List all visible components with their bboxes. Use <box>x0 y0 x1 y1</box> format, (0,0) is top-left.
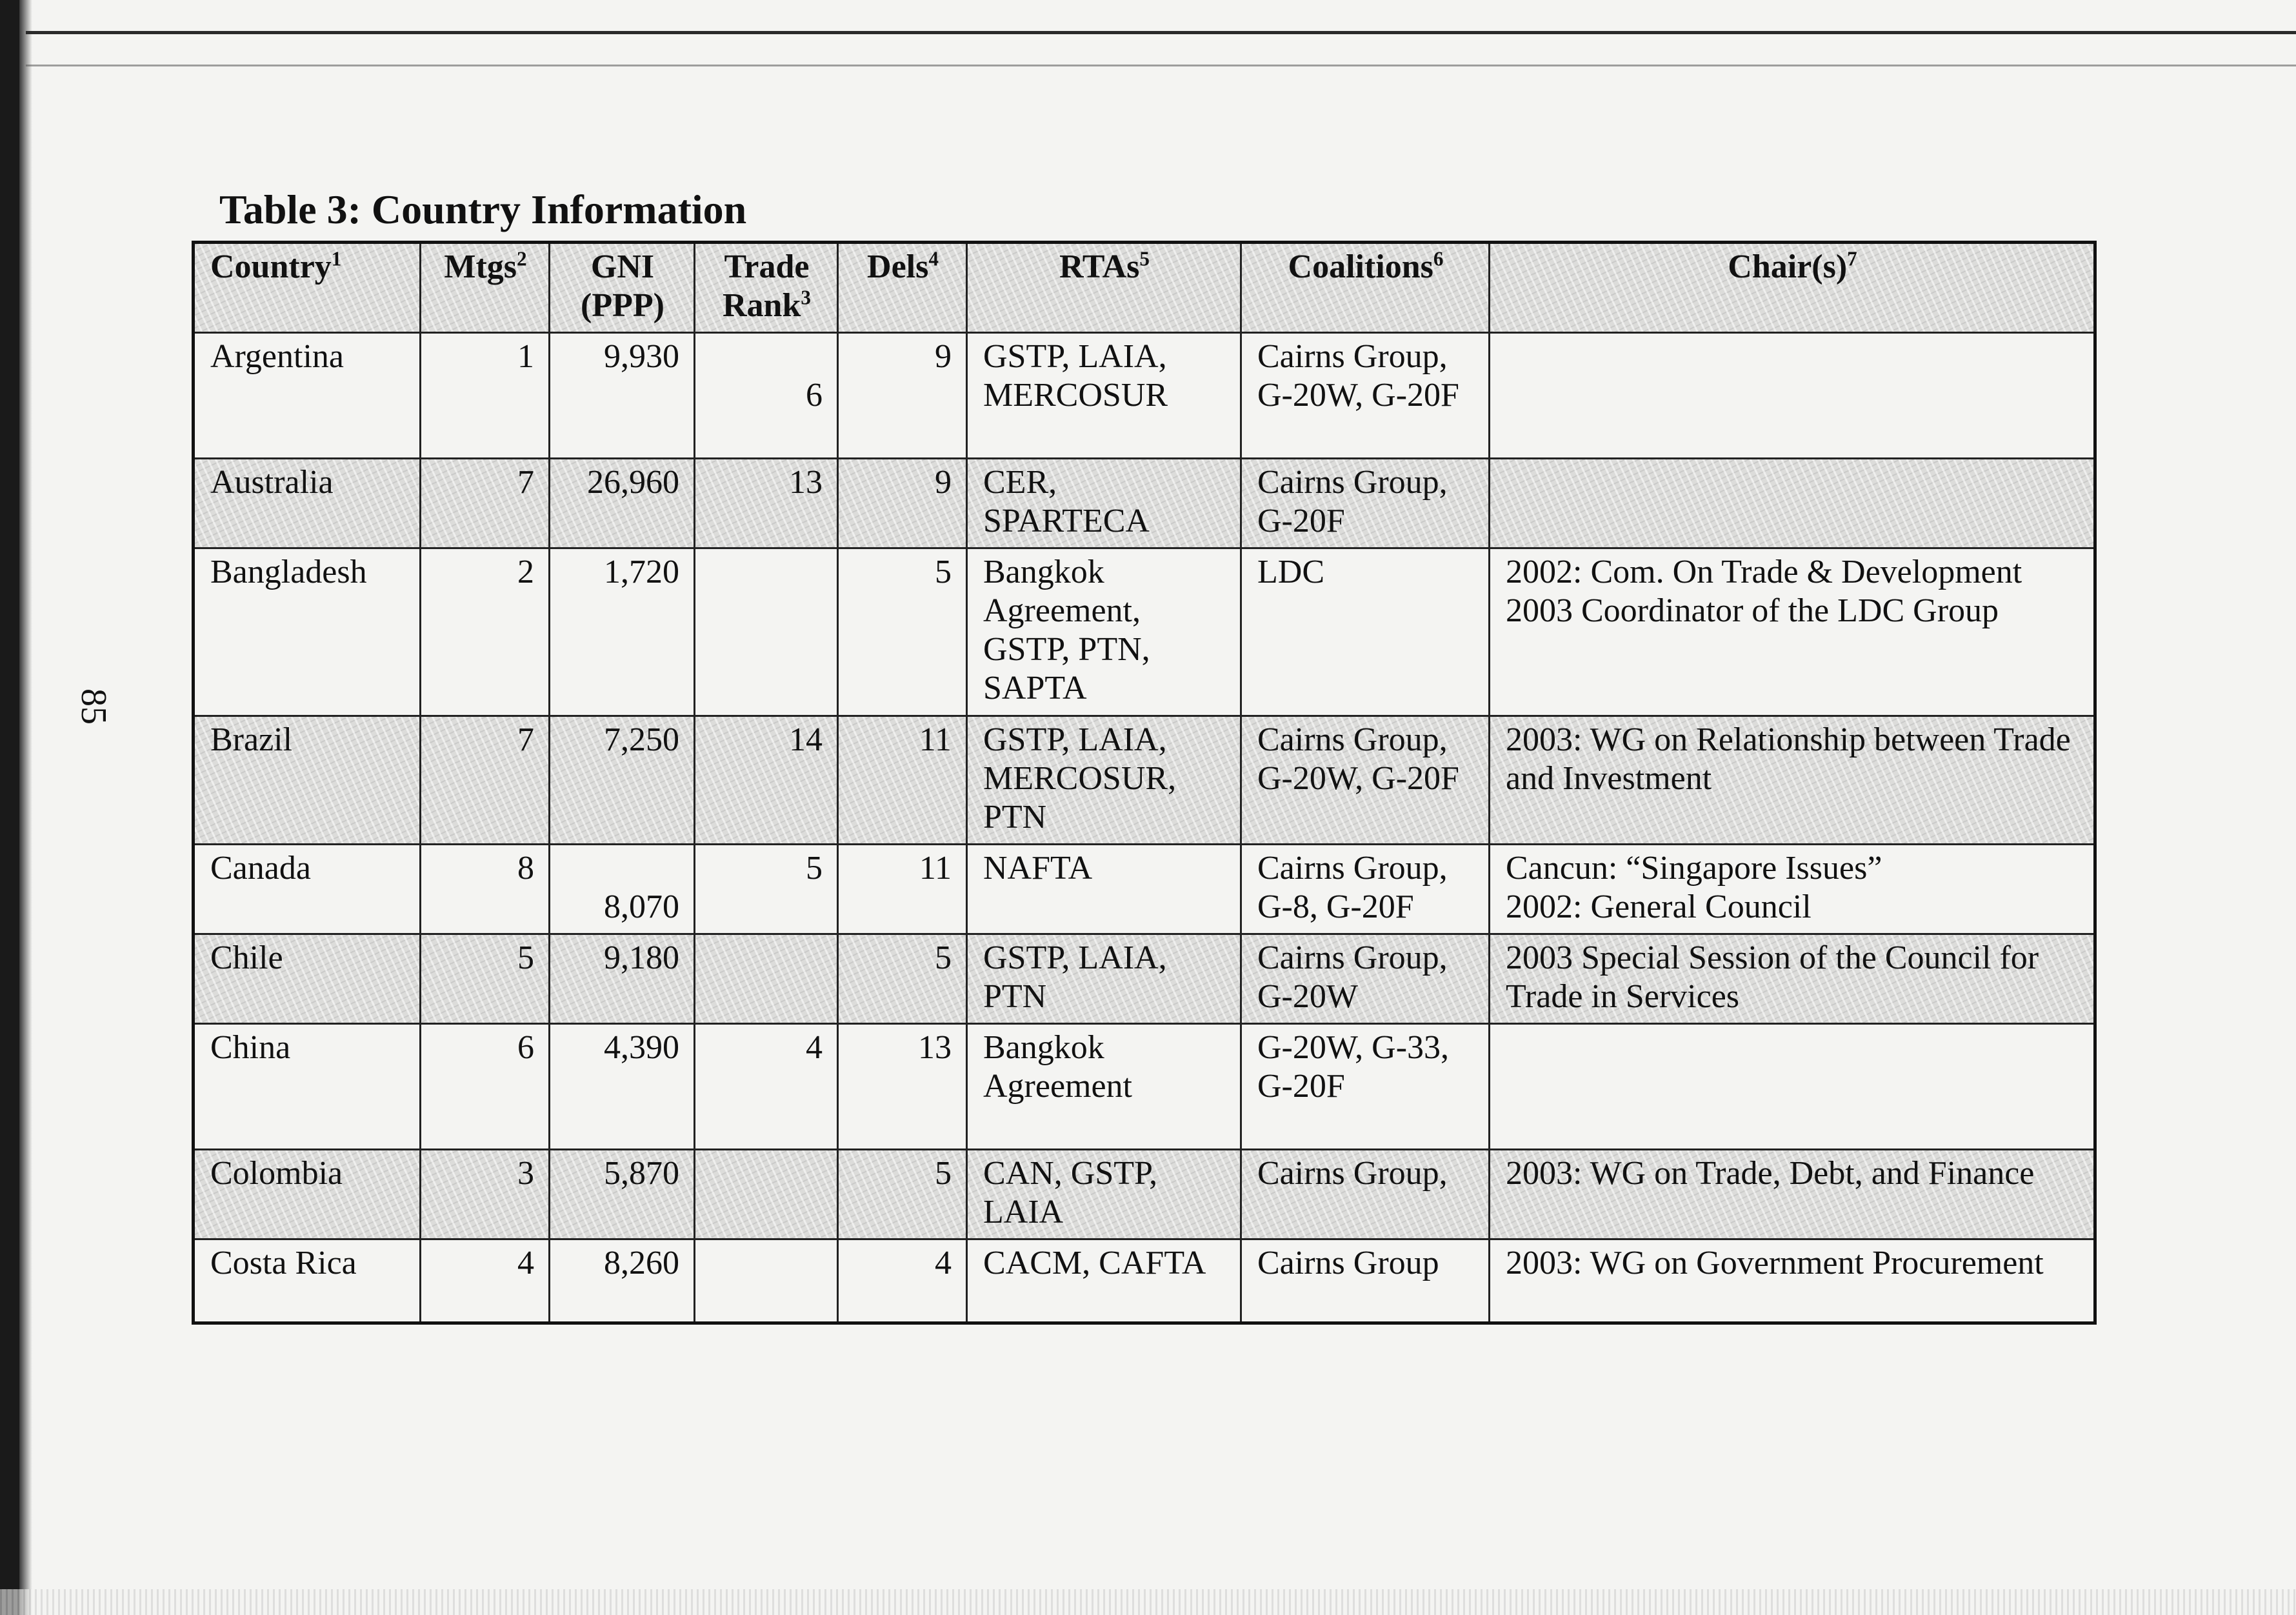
cell-rtas: CACM, CAFTA <box>967 1239 1241 1323</box>
cell-trade-rank: 13 <box>695 459 838 548</box>
scan-top-rule <box>26 31 2296 34</box>
cell-coalitions: Cairns Group, G-20W, G-20F <box>1241 716 1490 845</box>
cell-chairs <box>1490 548 2095 716</box>
cell-chairs <box>1490 716 2095 845</box>
cell-mtgs: 3 <box>421 1150 550 1239</box>
cell-trade-rank <box>695 548 838 716</box>
cell-gni: 7,250 <box>550 716 695 845</box>
cell-mtgs: 2 <box>421 548 550 716</box>
cell-trade-rank: 5 <box>695 845 838 934</box>
cell-mtgs: 5 <box>421 934 550 1024</box>
cell-country: Argentina <box>194 333 421 459</box>
table-row <box>194 459 2095 548</box>
table-row <box>194 1024 2095 1150</box>
cell-chairs <box>1490 934 2095 1024</box>
cell-gni: 9,180 <box>550 934 695 1024</box>
cell-dels: 5 <box>838 934 967 1024</box>
chair-line: 2002: General Council <box>1506 888 1812 925</box>
header-dels: Dels$^4$ <box>838 243 967 333</box>
table-row <box>194 333 2095 459</box>
cell-rtas: GSTP, LAIA, PTN <box>967 934 1241 1024</box>
cell-gni: 8,260 <box>550 1239 695 1323</box>
cell-trade-rank <box>695 1239 838 1323</box>
scan-top-rule-faint <box>26 65 2296 66</box>
cell-coalitions: Cairns Group, G-20F <box>1241 459 1490 548</box>
cell-country: Chile <box>194 934 421 1024</box>
cell-chairs <box>1490 1150 2095 1239</box>
table-row <box>194 1239 2095 1323</box>
chair-line: 2002: Com. On Trade & Development <box>1506 554 2022 590</box>
cell-mtgs: 8 <box>421 845 550 934</box>
chair-line: 2003: WG on Trade, Debt, and Finance <box>1506 1155 2035 1192</box>
cell-dels: 9 <box>838 459 967 548</box>
cell-trade-rank <box>695 1150 838 1239</box>
scan-bottom-noise <box>0 1589 2296 1615</box>
header-chairs: $Chair(s)^7$ <box>1490 243 2095 333</box>
page-number: 85 <box>74 688 114 725</box>
cell-mtgs: 7 <box>421 716 550 845</box>
cell-trade-rank: 6 <box>695 333 838 459</box>
cell-coalitions: Cairns Group, G-8, G-20F <box>1241 845 1490 934</box>
cell-gni: 1,720 <box>550 548 695 716</box>
table-row <box>194 1150 2095 1239</box>
table-row <box>194 716 2095 845</box>
cell-country: Australia <box>194 459 421 548</box>
cell-chairs <box>1490 333 2095 459</box>
chair-line: Cancun: “Singapore Issues” <box>1506 850 1882 887</box>
cell-gni: 5,870 <box>550 1150 695 1239</box>
cell-trade-rank: 14 <box>695 716 838 845</box>
cell-trade-rank: 4 <box>695 1024 838 1150</box>
header-mtgs: Mtgs$^2$ <box>421 243 550 333</box>
cell-chairs <box>1490 1239 2095 1323</box>
cell-mtgs: 1 <box>421 333 550 459</box>
country-information-table <box>192 241 2097 1325</box>
cell-chairs <box>1490 459 2095 548</box>
cell-chairs <box>1490 1024 2095 1150</box>
cell-coalitions: G-20W, G-33, G-20F <box>1241 1024 1490 1150</box>
cell-rtas: Bangkok Agreement <box>967 1024 1241 1150</box>
table-row <box>194 845 2095 934</box>
header-trade-rank: Trade Rank$^3$ <box>695 243 838 333</box>
table-row <box>194 548 2095 716</box>
cell-gni: 4,390 <box>550 1024 695 1150</box>
cell-dels: 5 <box>838 1150 967 1239</box>
header-row <box>194 243 2095 333</box>
cell-dels: 11 <box>838 845 967 934</box>
cell-country: China <box>194 1024 421 1150</box>
cell-country: Costa Rica <box>194 1239 421 1323</box>
cell-coalitions: Cairns Group, G-20W <box>1241 934 1490 1024</box>
cell-coalitions: Cairns Group <box>1241 1239 1490 1323</box>
chair-line: 2003 Coordinator of the LDC Group <box>1506 592 1999 629</box>
table-caption: Table 3: Country Information <box>219 186 747 232</box>
cell-coalitions: Cairns Group, <box>1241 1150 1490 1239</box>
cell-dels: 4 <box>838 1239 967 1323</box>
scan-left-shadow <box>19 0 32 1615</box>
cell-dels: 5 <box>838 548 967 716</box>
cell-gni: 9,930 <box>550 333 695 459</box>
header-coalitions: Coalitions$^6$ <box>1241 243 1490 333</box>
header-country: Country$^1$ <box>194 243 421 333</box>
cell-rtas: CAN, GSTP, LAIA <box>967 1150 1241 1239</box>
cell-mtgs: 6 <box>421 1024 550 1150</box>
cell-country: Bangladesh <box>194 548 421 716</box>
header-rtas: RTAs$^5$ <box>967 243 1241 333</box>
cell-chairs <box>1490 845 2095 934</box>
chair-line: 2003: WG on Government Procurement <box>1506 1245 2044 1281</box>
cell-dels: 9 <box>838 333 967 459</box>
chair-line: 2003: WG on Relationship between Trade and Investment <box>1506 721 2071 797</box>
cell-country: Canada <box>194 845 421 934</box>
cell-country: Brazil <box>194 716 421 845</box>
cell-coalitions: Cairns Group, G-20W, G-20F <box>1241 333 1490 459</box>
cell-dels: 11 <box>838 716 967 845</box>
cell-dels: 13 <box>838 1024 967 1150</box>
chair-line: 2003 Special Session of the Council for Trade in Services <box>1506 939 2039 1015</box>
cell-rtas: GSTP, LAIA, MERCOSUR <box>967 333 1241 459</box>
cell-rtas: CER, SPARTECA <box>967 459 1241 548</box>
cell-rtas: GSTP, LAIA, MERCOSUR, PTN <box>967 716 1241 845</box>
cell-gni: 8,070 <box>550 845 695 934</box>
header-gni: GNI (PPP) <box>550 243 695 333</box>
cell-mtgs: 7 <box>421 459 550 548</box>
cell-trade-rank <box>695 934 838 1024</box>
table-row <box>194 934 2095 1024</box>
cell-mtgs: 4 <box>421 1239 550 1323</box>
cell-gni: 26,960 <box>550 459 695 548</box>
cell-country: Colombia <box>194 1150 421 1239</box>
cell-rtas: NAFTA <box>967 845 1241 934</box>
cell-coalitions: LDC <box>1241 548 1490 716</box>
cell-rtas: Bangkok Agreement, GSTP, PTN, SAPTA <box>967 548 1241 716</box>
